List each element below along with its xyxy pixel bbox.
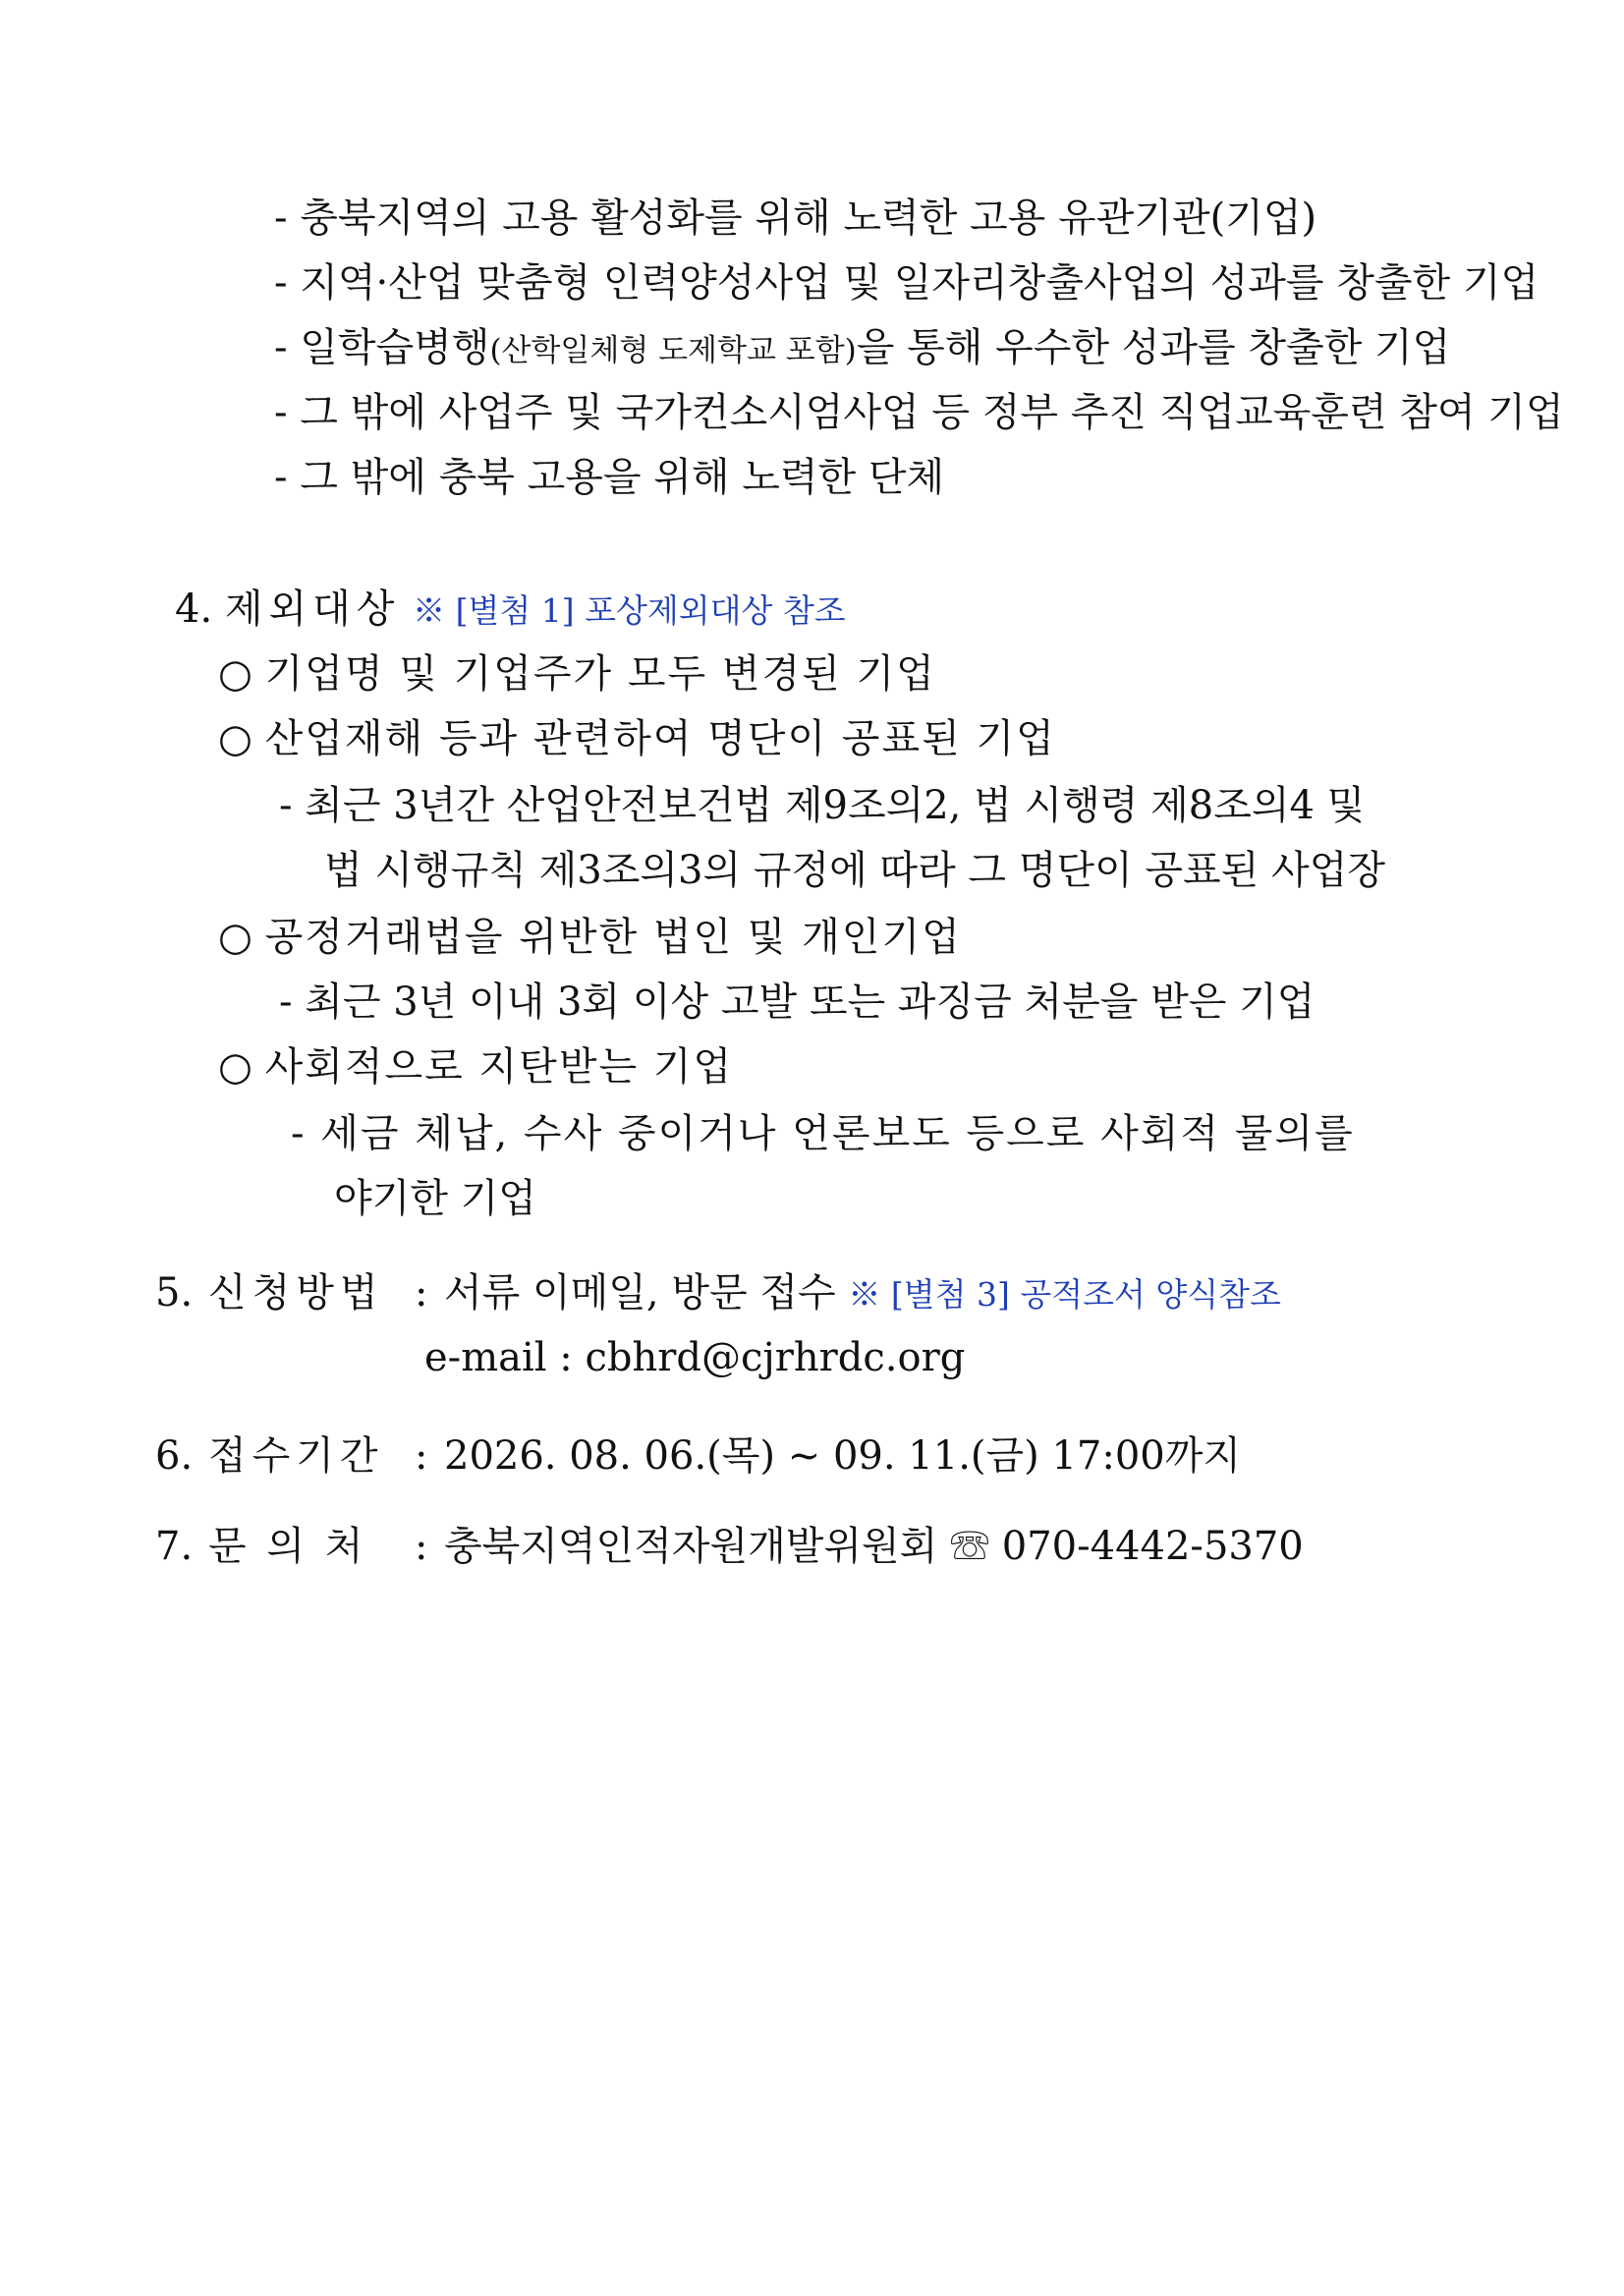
section-4-number: 4. bbox=[175, 587, 213, 632]
section-7-number: 7. bbox=[155, 1524, 194, 1569]
eligible-item-5: - 그 밖에 충북 고용을 위해 노력한 단체 bbox=[274, 455, 945, 500]
phone-icon: ☏ bbox=[950, 1524, 990, 1569]
section-4-heading bbox=[175, 584, 846, 637]
eligible-item-1: - 충북지역의 고용 활성화를 위해 노력한 고용 유관기관(기업) bbox=[274, 196, 1317, 241]
section-5-value: 서류 이메일, 방문 접수 bbox=[444, 1270, 836, 1316]
exclusion-item-1-text: 기업명 및 기업주가 모두 변경된 기업 bbox=[264, 651, 936, 697]
circle-bullet-icon: ○ bbox=[218, 1044, 252, 1090]
eligible-item-3-small: (산학일체형 도제학교 포함) bbox=[489, 333, 857, 368]
section-7-org: 충북지역인적자원개발위원회 bbox=[444, 1524, 938, 1569]
eligible-item-3 bbox=[274, 322, 1450, 376]
exclusion-item-1 bbox=[218, 648, 936, 700]
exclusion-item-3-sub: - 최근 3년 이내 3회 이상 고발 또는 과징금 처분을 받은 기업 bbox=[279, 980, 1316, 1025]
eligible-item-4: - 그 밖에 사업주 및 국가컨소시엄사업 등 정부 추진 직업교육훈련 참여 기업 bbox=[274, 390, 1564, 435]
email-sep: : bbox=[559, 1335, 573, 1380]
exclusion-item-3-text: 공정거래법을 위반한 법인 및 개인기업 bbox=[264, 915, 962, 960]
eligible-item-3-post: 을 통해 우수한 성과를 창출한 기업 bbox=[856, 325, 1451, 370]
email-address[interactable]: cbhrd@cjrhrdc.org bbox=[585, 1335, 966, 1380]
circle-bullet-icon: ○ bbox=[218, 716, 252, 761]
section-7-sep: : bbox=[415, 1524, 428, 1569]
section-6-sep: : bbox=[415, 1433, 428, 1479]
section-4-title: 제외대상 bbox=[224, 587, 401, 632]
exclusion-item-4 bbox=[218, 1041, 733, 1092]
email-row bbox=[424, 1332, 965, 1383]
section-6-number: 6. bbox=[155, 1433, 194, 1479]
exclusion-item-4-sub: - 세금 체납, 수사 중이거나 언론보도 등으로 사회적 물의를 bbox=[291, 1111, 1355, 1156]
section-5-label: 신청방법 bbox=[208, 1270, 384, 1316]
section-6-row bbox=[155, 1430, 1241, 1482]
section-5-note: ※ [별첨 3] 공적조서 양식참조 bbox=[848, 1275, 1281, 1314]
section-5-sep: : bbox=[415, 1270, 428, 1316]
eligible-item-2: - 지역·산업 맞춤형 인력양성사업 및 일자리창출사업의 성과를 창출한 기업 bbox=[274, 260, 1540, 306]
section-6-value: 2026. 08. 06.(목) ~ 09. 11.(금) 17:00까지 bbox=[444, 1433, 1242, 1479]
exclusion-item-2-sub: - 최근 3년간 산업안전보건법 제9조의2, 법 시행령 제8조의4 및 bbox=[279, 783, 1366, 828]
phone-number: 070-4442-5370 bbox=[1001, 1524, 1304, 1569]
exclusion-item-2-text: 산업재해 등과 관련하여 명단이 공표된 기업 bbox=[264, 716, 1056, 761]
section-7-label: 문 의 처 bbox=[208, 1524, 367, 1569]
exclusion-item-4-sub-cont: 야기한 기업 bbox=[334, 1176, 536, 1221]
section-5-row bbox=[155, 1267, 1281, 1320]
exclusion-item-4-text: 사회적으로 지탄받는 기업 bbox=[264, 1044, 734, 1090]
section-6-label: 접수기간 bbox=[208, 1433, 384, 1479]
section-7-row bbox=[155, 1521, 1304, 1572]
exclusion-item-2 bbox=[218, 713, 1056, 764]
eligible-item-3-pre: - 일학습병행 bbox=[274, 325, 490, 370]
section-5-number: 5. bbox=[155, 1270, 194, 1316]
circle-bullet-icon: ○ bbox=[218, 651, 252, 697]
section-4-note: ※ [별첨 1] 포상제외대상 참조 bbox=[413, 591, 846, 630]
circle-bullet-icon: ○ bbox=[218, 915, 252, 960]
exclusion-item-2-sub-cont: 법 시행규칙 제3조의3의 규정에 따라 그 명단이 공표된 사업장 bbox=[324, 848, 1385, 893]
email-label: e-mail bbox=[424, 1335, 547, 1380]
exclusion-item-3 bbox=[218, 912, 962, 963]
